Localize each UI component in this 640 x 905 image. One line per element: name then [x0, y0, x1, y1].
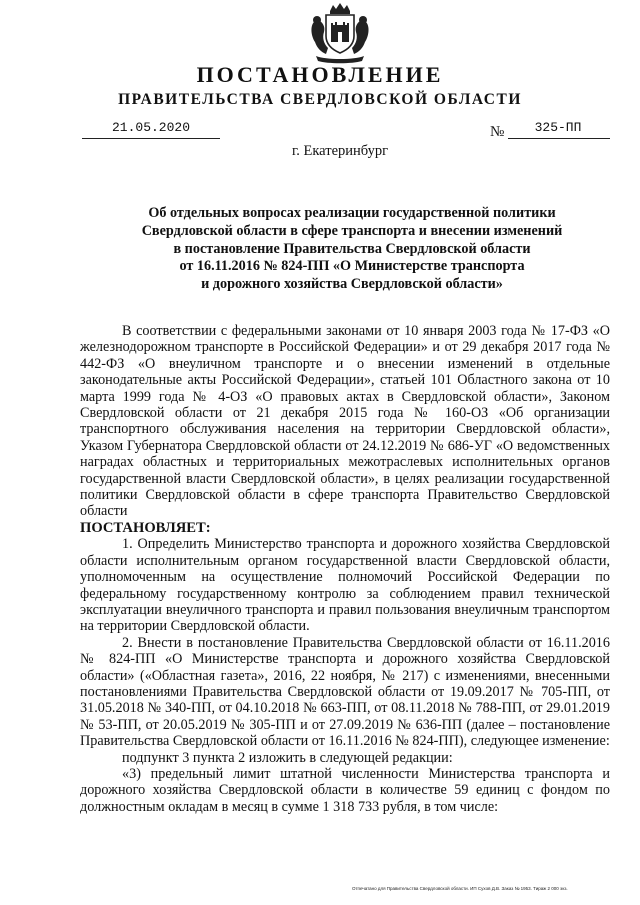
coat-of-arms-icon	[302, 2, 378, 64]
heading-line: в постановление Правительства Свердловской области	[173, 240, 531, 257]
document-subtitle: ПРАВИТЕЛЬСТВА СВЕРДЛОВСКОЙ ОБЛАСТИ	[118, 91, 522, 108]
document-body	[80, 323, 610, 815]
document-title: ПОСТАНОВЛЕНИЕ	[196, 62, 444, 87]
heading-line: Свердловской области в сфере транспорта и внесении изменений	[141, 222, 563, 239]
number-underline	[508, 138, 610, 139]
decree-word: ПОСТАНОВЛЯЕТ:	[80, 519, 211, 536]
heading-line: от 16.11.2016 № 824-ПП «О Министерстве транспорта	[179, 258, 525, 275]
preamble-paragraph: В соответствии с федеральными законами от 10 января 2003 года № 17-ФЗ «О железнодорожном транспорте в Российской Федерации» и от 29 декабря 2017 года № 442-ФЗ «О внеуличном транспорте и о внесении изменений в отдельные законодательные акты Российской Федерации», статьей 101 Областного закона от 10 марта 1999 года № 4-ОЗ «О правовых актах в Свердловской области», Законом Свердловской области от 21 декабря 2015 года № 160-ОЗ «Об организации транспортного обслуживания населения на территории Свердловской области», Указом Губернатора Свердловской области от 24.12.2019 № 686-УГ «О ведомственных наградах областных и территориальных межотраслевых исполнительных органов государственной власти Свердловской области», в целях реализации государственной политики Свердловской области в сфере транспорта Правительство Свердловской области	[80, 323, 610, 520]
heading-line: Об отдельных вопросах реализации государственной политики	[148, 205, 556, 221]
item-2-paragraph: 2. Внести в постановление Правительства Свердловской области от 16.11.2016 № 824-ПП «О Министерстве транспорта и дорожного хозяйства Свердловской области» («Областная газета», 2016, 22 ноября, № 217) с изменениями, внесенными постановлениями Правительства Свердловской области от 19.09.2017 № 705-ПП, от 31.05.2018 № 340-ПП, от 04.10.2018 № 663-ПП, от 08.11.2018 № 788-ПП, от 29.01.2019 № 53-ПП, от 20.05.2019 № 305-ПП и от 27.09.2019 № 636-ПП (далее – постановление Правительства Свердловской области от 16.11.2016 № 824-ПП), следующее изменение:	[80, 634, 610, 750]
item-1-paragraph: 1. Определить Министерство транспорта и дорожного хозяйства Свердловской области исполнительным органом государственной власти Свердловской области, уполномоченным на осуществление полномочий Российской Федерации по федеральному государственному контролю за соблюдением правил технической эксплуатации внеуличного транспорта и правил пользования внеуличным транспортом на территории Свердловской области.	[80, 536, 610, 635]
document-number: 325-ПП	[534, 120, 582, 135]
print-imprint: Отпечатано для Правительства Свердловской области. ИП Сухов Д.В. Заказ № 1953. Тираж 2 000 экз.	[352, 886, 568, 891]
document-date: 21.05.2020	[111, 120, 190, 135]
date-underline	[82, 138, 220, 139]
document-heading	[80, 205, 624, 294]
city: г. Екатеринбург	[291, 143, 389, 159]
subitem-paragraph: подпункт 3 пункта 2 изложить в следующей редакции:	[122, 749, 453, 766]
quoted-paragraph: «3) предельный лимит штатной численности Министерства транспорта и дорожного хозяйства Свердловской области в количестве 59 единиц с фондом по должностным окладам в месяц в сумме 1 318 733 рубля, в том числе:	[80, 765, 610, 815]
heading-line: и дорожного хозяйства Свердловской области»	[201, 276, 503, 293]
number-sign: №	[490, 124, 505, 140]
